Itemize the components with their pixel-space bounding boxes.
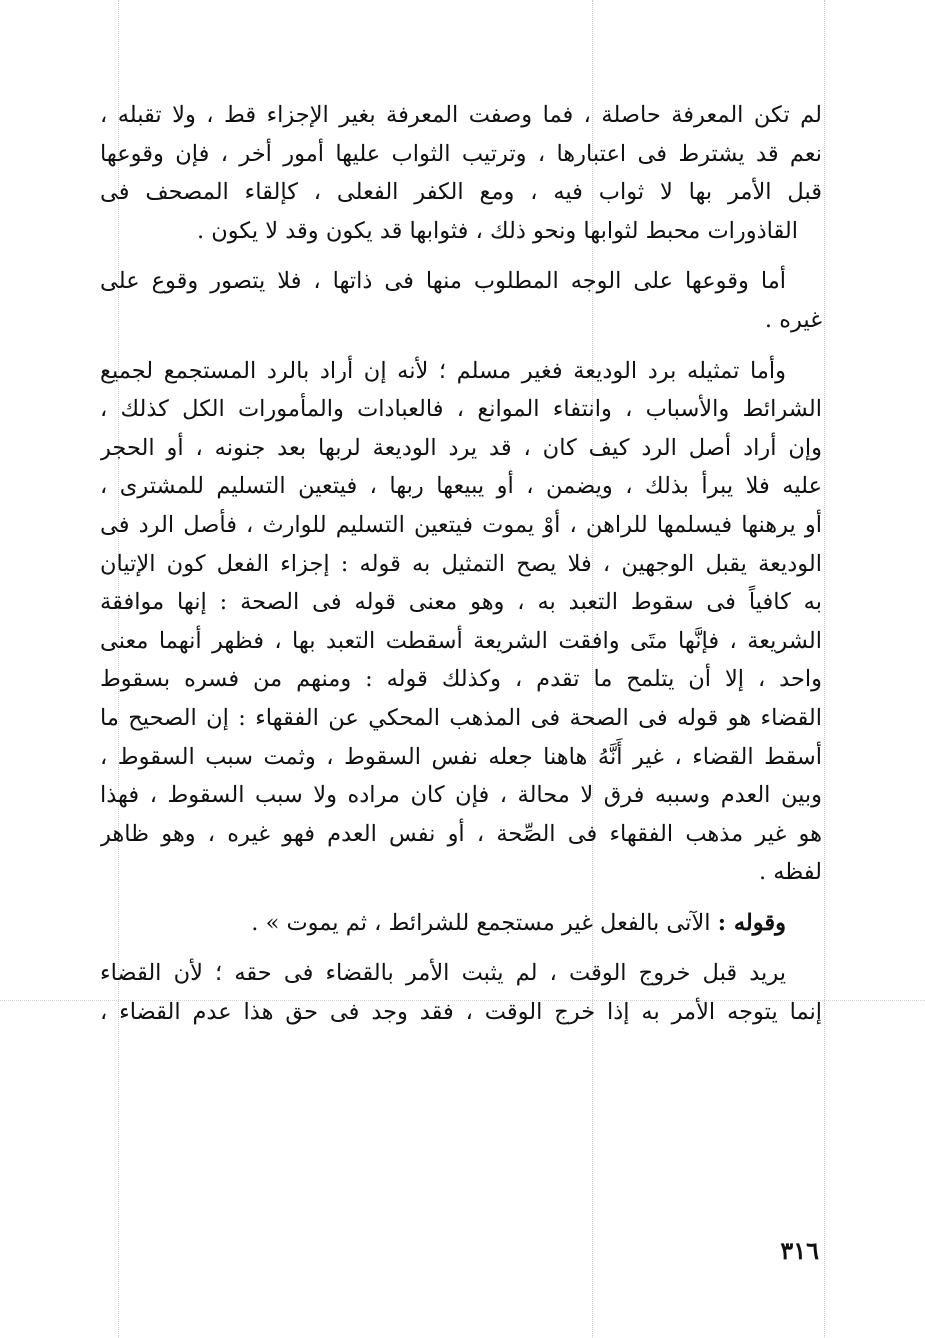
- bold-lead: وقوله :: [717, 909, 786, 936]
- page-number: ٣١٦: [780, 1236, 819, 1265]
- paragraph-gap: [100, 250, 822, 262]
- paragraph-3: [100, 352, 822, 892]
- paragraph-1: [100, 96, 822, 250]
- text-line: يريد قبل خروج الوقت ، لم يثبت الأمر بالقضاء فى حقه ؛ لأن القضاء: [100, 960, 786, 987]
- text-line: واحد ، إلا أن يتلمح ما تقدم ، وكذلك قوله : ومنهم من فسره بسقوط: [100, 666, 822, 693]
- paragraph-2: [100, 262, 822, 339]
- text-line: [100, 904, 822, 943]
- text-line: به كافياً فى سقوط التعبد به ، وهو معنى قوله فى الصحة : إنها موافقة: [100, 589, 822, 616]
- guide-line: [824, 0, 825, 1338]
- body-text: [100, 96, 822, 1032]
- text-line: أما وقوعها على الوجه المطلوب منها فى ذاتها ، فلا يتصور وقوع على: [100, 268, 786, 295]
- text-line: نعم قد يشترط فى اعتبارها ، وترتيب الثواب عليها أمور أخر ، فإن وقوعها: [100, 140, 822, 167]
- text-line: الشريعة ، فإنَّها متَى وافقت الشريعة أسقطت التعبد بها ، فظهر أنهما معنى: [100, 627, 822, 654]
- text-line: القاذورات محبط لثوابها ونحو ذلك ، فثوابها قد يكون وقد لا يكون .: [196, 217, 798, 244]
- text-line: قبل الأمر بها لا ثواب فيه ، ومع الكفر الفعلى ، كإلقاء المصحف فى: [100, 179, 822, 206]
- paragraph-gap: [100, 340, 822, 352]
- text-line: الوديعة يقبل الوجهين ، فلا يصح التمثيل به قوله : إجزاء الفعل كون الإتيان: [100, 550, 822, 577]
- text-line: غيره .: [764, 306, 822, 333]
- text-line: وإن أراد أصل الرد كيف كان ، قد يرد الوديعة لربها بعد جنونه ، أو الحجر: [100, 434, 822, 461]
- paragraph-4: [100, 904, 822, 943]
- text-line: الشرائط والأسباب ، وانتفاء الموانع ، فالعبادات والمأمورات الكل كذلك ،: [100, 396, 822, 423]
- text-line: وأما تمثيله برد الوديعة فغير مسلم ؛ لأنه إن أراد بالرد المستجمع لجميع: [100, 357, 786, 384]
- paragraph-gap: [100, 892, 822, 904]
- text-line: لم تكن المعرفة حاصلة ، فما وصفت المعرفة بغير الإجزاء قط ، ولا تقبله ،: [100, 102, 822, 128]
- text-line: لفظه .: [758, 859, 822, 886]
- text-line: أو يرهنها فيسلمها للراهن ، أوْ يموت فيتعين التسليم للوارث ، فأصل الرد فى: [100, 511, 822, 538]
- text-line: عليه فلا يبرأ بذلك ، ويضمن ، أو يبيعها ربها ، فيتعين التسليم للمشترى ،: [100, 473, 822, 500]
- text-line: هو غير مذهب الفقهاء فى الصِّحة ، أو نفس العدم فهو غيره ، وهو ظاهر: [100, 820, 822, 847]
- quoted-text: الآتى بالفعل غير مستجمع للشرائط ، ثم يموت » .: [251, 909, 711, 936]
- text-line: إنما يتوجه الأمر به إذا خرج الوقت ، فقد وجد فى حق هذا عدم القضاء ،: [100, 999, 822, 1026]
- text-line: وبين العدم وسببه فرق لا محالة ، فإن كان مراده ولا سبب السقوط ، فهذا: [100, 782, 822, 809]
- text-line: أسقط القضاء ، غير أَنَّهُ هاهنا جعله نفس السقوط ، وثمت سبب السقوط ،: [100, 743, 822, 770]
- paragraph-gap: [100, 942, 822, 954]
- paragraph-5: [100, 954, 822, 1031]
- text-line: القضاء هو قوله فى الصحة فى المذهب المحكي عن الفقهاء : إن الصحيح ما: [100, 704, 822, 731]
